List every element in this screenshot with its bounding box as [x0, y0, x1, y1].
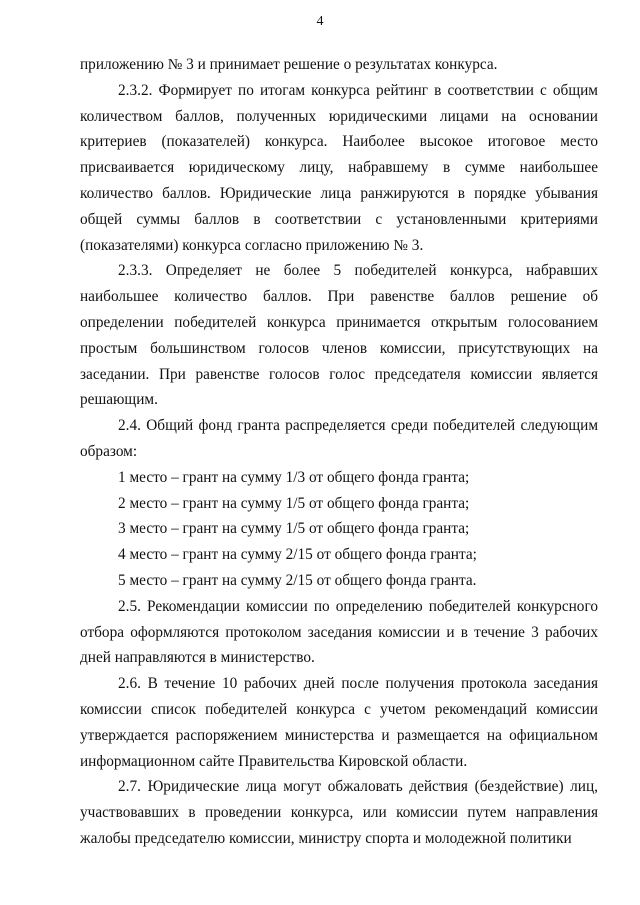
paragraph-2-4: 2.4. Общий фонд гранта распределяется среди победителей следующим образом: [80, 417, 598, 460]
paragraph-2-5: 2.5. Рекомендации комиссии по определению победителей конкурсного отбора оформляются протоколом заседания комиссии и в течение 3 рабочих дней направляются в министерство. [80, 597, 598, 667]
paragraph-2-7: 2.7. Юридические лица могут обжаловать действия (бездействие) лиц, участвовавших в проведении конкурса, или комиссии путем направления жалобы председателю комиссии, министру спорта и молодежной политики [80, 778, 598, 847]
list-item: 1 место – грант на сумму 1/3 от общего фонда гранта; [118, 468, 470, 486]
grant-distribution-list [80, 465, 598, 594]
paragraph-2-6: 2.6. В течение 10 рабочих дней после получения протокола заседания комиссии список победителей конкурса с учетом рекомендаций комиссии утверждается распоряжением министерства и размещается на официальном информационном сайте Правительства Кировской области. [80, 675, 598, 770]
list-item: 3 место – грант на сумму 1/5 от общего фонда гранта; [118, 520, 470, 538]
list-item: 5 место – грант на сумму 2/15 от общего фонда гранта. [118, 571, 477, 589]
list-item: 4 место – грант на сумму 2/15 от общего фонда гранта; [118, 546, 477, 564]
page-number: 4 [316, 14, 324, 29]
paragraph-2-3-3: 2.3.3. Определяет не более 5 победителей конкурса, набравших наибольшее количество баллов. При равенстве баллов решение об определении победителей конкурса принимается открытым голосованием простым большинством голосов членов комиссии, присутствующих на заседании. При равенстве голосов голос председателя комиссии является решающим. [80, 262, 598, 409]
document-body [80, 52, 598, 852]
paragraph-continuation: приложению № 3 и принимает решение о результатах конкурса. [80, 56, 498, 73]
list-item: 2 место – грант на сумму 1/5 от общего фонда гранта; [118, 494, 470, 512]
paragraph-2-3-2: 2.3.2. Формирует по итогам конкурса рейтинг в соответствии с общим количеством баллов, полученных юридическими лицами на основании критериев (показателей) конкурса. Наиболее высокое итоговое место присваивается юридическому лицу, набравшему в сумме наибольшее количество баллов. Юридические лица ранжируются в порядке убывания общей суммы баллов в соответствии с установленными критериями (показателями) конкурса согласно приложению № 3. [80, 81, 598, 254]
